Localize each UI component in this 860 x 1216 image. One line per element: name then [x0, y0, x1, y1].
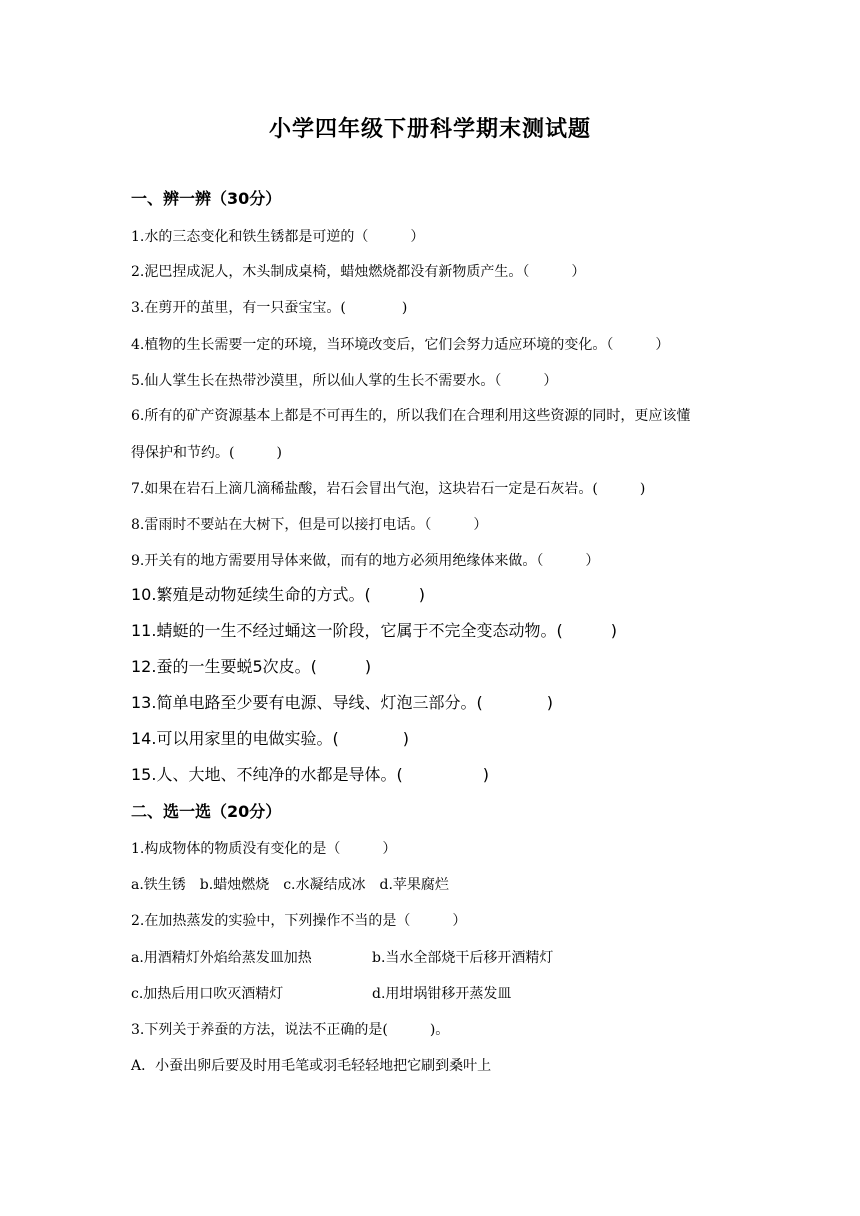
question-item: 9.开关有的地方需要用导体来做，而有的地方必须用绝缘体来做。（ ） [131, 553, 600, 569]
question-item: 8.雷雨时不要站在大树下，但是可以接打电话。（ ） [131, 517, 488, 533]
question-item: 1.水的三态变化和铁生锈都是可逆的（ ） [131, 229, 425, 245]
question-item: 15.人、大地、不纯净的水都是导体。( ) [131, 765, 489, 784]
section-heading-choice: 二、选一选（20分） [131, 802, 282, 821]
question-item: 3.在剪开的茧里，有一只蚕宝宝。( ) [131, 300, 408, 316]
question-item: 7.如果在岩石上滴几滴稀盐酸，岩石会冒出气泡，这块岩石一定是石灰岩。( ) [131, 481, 646, 497]
option-row [131, 949, 731, 967]
question-item: 13.简单电路至少要有电源、导线、灯泡三部分。( ) [131, 693, 553, 712]
option-d: d.用坩埚钳移开蒸发皿 [372, 986, 512, 1002]
question-item: 5.仙人掌生长在热带沙漠里，所以仙人掌的生长不需要水。（ ） [131, 373, 558, 389]
option-line: a.铁生锈 b.蜡烛燃烧 c.水凝结成冰 d.苹果腐烂 [131, 877, 449, 893]
question-item: 3.下列关于养蚕的方法，说法不正确的是( )。 [131, 1022, 450, 1038]
question-item-continued: 得保护和节约。( ) [131, 445, 282, 461]
question-item: 1.构成物体的物质没有变化的是（ ） [131, 841, 397, 857]
question-item: 12.蚕的一生要蜕5次皮。( ) [131, 657, 372, 676]
option-line: A．小蚕出卵后要及时用毛笔或羽毛轻轻地把它刷到桑叶上 [131, 1058, 492, 1074]
option-a: a.用酒精灯外焰给蒸发皿加热 [131, 950, 312, 966]
option-b: b.当水全部烧干后移开酒精灯 [372, 950, 554, 966]
question-item: 2.在加热蒸发的实验中，下列操作不当的是（ ） [131, 913, 467, 929]
page-title: 小学四年级下册科学期末测试题 [268, 117, 591, 142]
option-c: c.加热后用口吹灭酒精灯 [131, 986, 284, 1002]
question-item: 14.可以用家里的电做实验。( ) [131, 729, 409, 748]
question-item: 2.泥巴捏成泥人，木头制成桌椅，蜡烛燃烧都没有新物质产生。（ ） [131, 264, 586, 280]
section-heading-judge: 一、辨一辨（30分） [131, 189, 282, 208]
question-item: 4.植物的生长需要一定的环境，当环境改变后，它们会努力适应环境的变化。（ ） [131, 337, 670, 353]
option-row [131, 985, 731, 1003]
question-item: 6.所有的矿产资源基本上都是不可再生的，所以我们在合理利用这些资源的同时，更应该懂 [131, 408, 691, 424]
question-item: 11.蜻蜓的一生不经过蛹这一阶段，它属于不完全变态动物。( ) [131, 621, 617, 640]
question-item: 10.繁殖是动物延续生命的方式。( ) [131, 585, 425, 604]
